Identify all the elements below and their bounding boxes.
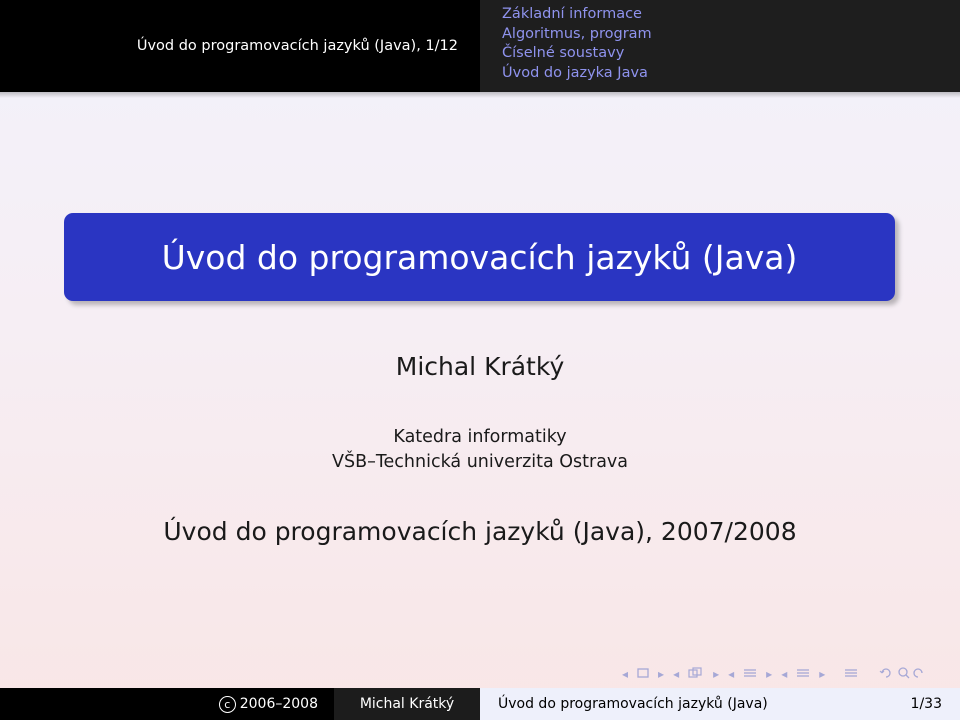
nav-item-number-systems[interactable]: Číselné soustavy bbox=[502, 45, 625, 61]
nav-item-algorithm[interactable]: Algoritmus, program bbox=[502, 25, 652, 42]
footer-years: 2006–2008 bbox=[239, 696, 318, 712]
author-name: Michal Krátký bbox=[395, 352, 565, 381]
arrow-left-icon[interactable]: ◂ bbox=[622, 667, 629, 681]
footer-title-panel bbox=[480, 688, 960, 720]
align-icon[interactable] bbox=[844, 667, 858, 682]
slide-header bbox=[0, 0, 960, 92]
beamer-navigation-symbols bbox=[622, 664, 925, 684]
arrow-right-icon[interactable]: ▸ bbox=[713, 667, 720, 681]
course-date: Úvod do programovacích jazyků (Java), 2007/2008 bbox=[163, 517, 797, 546]
slide-title: Úvod do programovacích jazyků (Java) bbox=[161, 237, 798, 277]
arrow-left-icon[interactable]: ◂ bbox=[728, 667, 735, 681]
header-shadow bbox=[0, 92, 960, 98]
footer-author-panel bbox=[334, 688, 480, 720]
section-icon[interactable] bbox=[796, 667, 810, 682]
search-icon[interactable] bbox=[879, 666, 925, 683]
arrow-left-icon[interactable]: ◂ bbox=[781, 667, 788, 681]
footer-title: Úvod do programovacích jazyků (Java) bbox=[498, 696, 768, 712]
subsection-icon[interactable] bbox=[688, 667, 704, 682]
title-box bbox=[64, 213, 895, 301]
nav-item-basic-info[interactable]: Základní informace bbox=[502, 6, 642, 22]
institute-department: Katedra informatiky bbox=[393, 427, 567, 447]
arrow-right-icon[interactable]: ▸ bbox=[766, 667, 773, 681]
institute-university: VŠB–Technická univerzita Ostrava bbox=[331, 452, 629, 472]
arrow-left-icon[interactable]: ◂ bbox=[673, 667, 680, 681]
slide-footer bbox=[0, 688, 960, 720]
copyright-icon: c bbox=[219, 696, 236, 713]
header-nav-panel bbox=[480, 0, 960, 92]
arrow-right-icon[interactable]: ▸ bbox=[658, 667, 665, 681]
arrow-right-icon[interactable]: ▸ bbox=[819, 667, 826, 681]
section-icon[interactable] bbox=[743, 667, 757, 682]
header-short-title[interactable]: Úvod do programovacích jazyků (Java), 1/12 bbox=[136, 38, 458, 54]
nav-item-java-intro[interactable]: Úvod do jazyka Java bbox=[502, 64, 648, 81]
header-left-panel bbox=[0, 0, 480, 92]
footer-copyright bbox=[0, 688, 334, 720]
footer-page-number: 1/33 bbox=[910, 696, 942, 712]
frame-icon[interactable] bbox=[637, 667, 649, 681]
footer-author: Michal Krátký bbox=[359, 696, 455, 712]
